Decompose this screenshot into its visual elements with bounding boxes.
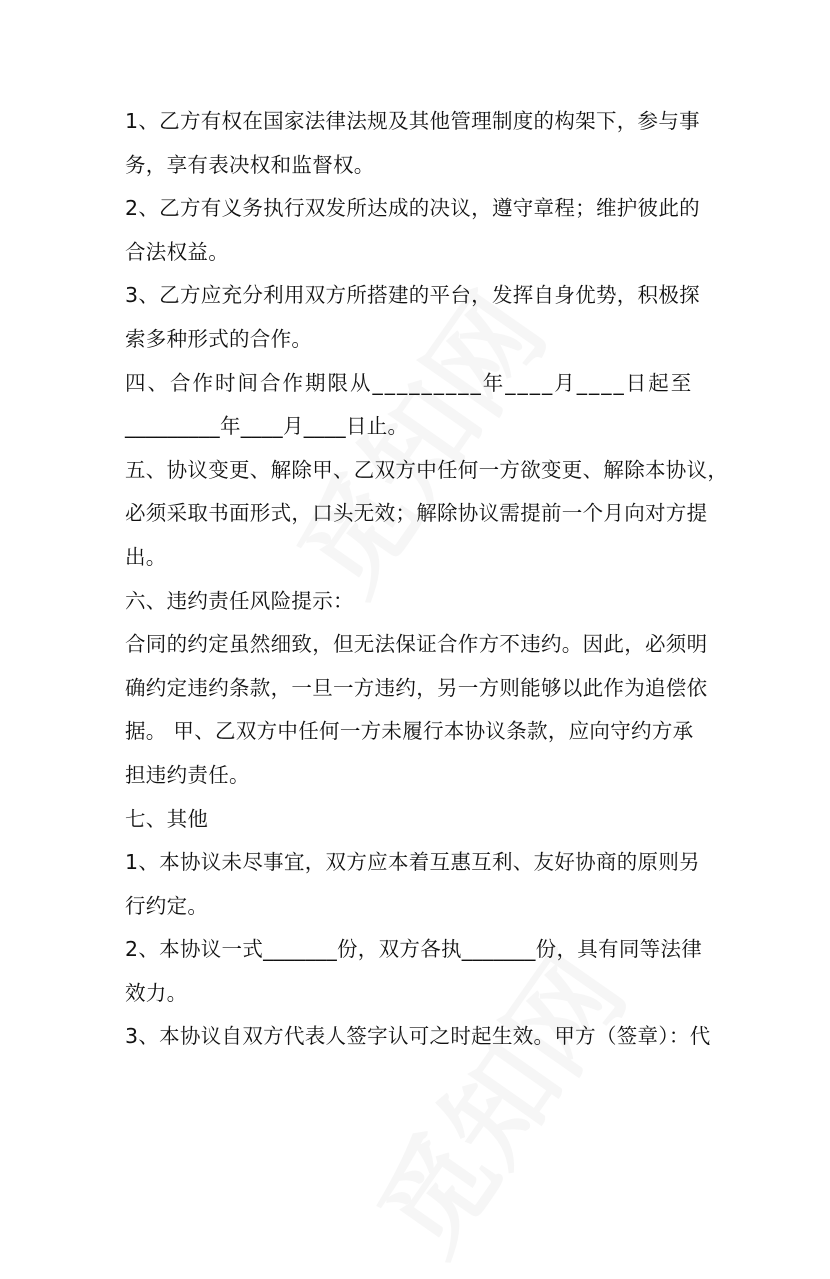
section-heading-cooperation-period: 四、合作时间合作期限从_________年____月____日起至 — [125, 370, 694, 395]
text-line: 2、本协议一式_______份，双方各执_______份，具有同等法律 — [125, 937, 703, 962]
text-line: 3、乙方应充分利用双方所搭建的平台，发挥自身优势，积极探 — [125, 283, 700, 308]
section-heading-breach: 六、违约责任风险提示： — [125, 588, 354, 613]
text-line: 3、本协议自双方代表人签字认可之时起生效。甲方（签章）：代 — [125, 1024, 711, 1049]
text-line: 担违约责任。 — [125, 762, 250, 787]
section-heading-other: 七、其他 — [125, 806, 209, 831]
text-line: 合同的约定虽然细致，但无法保证合作方不违约。因此，必须明 — [125, 632, 708, 657]
text-line: 确约定违约条款，一旦一方违约，另一方则能够以此作为追偿依 — [125, 675, 708, 700]
text-line: _________年____月____日止。 — [125, 414, 409, 439]
text-line: 2、乙方有义务执行双发所达成的决议，遵守章程；维护彼此的 — [125, 196, 700, 221]
text-line: 据。 甲、乙双方中任何一方未履行本协议条款，应向守约方承 — [125, 719, 694, 744]
text-line: 务，享有表决权和监督权。 — [125, 152, 375, 177]
text-line: 出。 — [125, 544, 167, 569]
text-line: 行约定。 — [125, 893, 209, 918]
text-line: 合法权益。 — [125, 239, 229, 264]
text-line: 索多种形式的合作。 — [125, 326, 313, 351]
section-heading-amendment: 五、协议变更、解除甲、乙双方中任何一方欲变更、解除本协议， — [125, 457, 729, 482]
text-line: 1、本协议未尽事宜，双方应本着互惠互利、友好协商的原则另 — [125, 850, 700, 875]
document-body — [125, 100, 729, 1059]
text-line: 效力。 — [125, 980, 188, 1005]
text-line: 必须采取书面形式，口头无效；解除协议需提前一个月向对方提 — [125, 501, 708, 526]
text-line: 1、乙方有权在国家法律法规及其他管理制度的构架下，参与事 — [125, 109, 700, 133]
